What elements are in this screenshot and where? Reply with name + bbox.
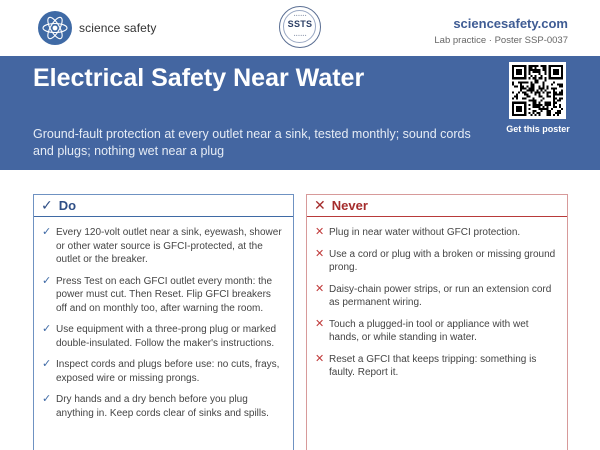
never-item [315,226,557,240]
check-icon: ✓ [42,226,52,238]
check-icon: ✓ [42,358,52,370]
check-icon: ✓ [41,197,53,213]
check-icon: ✓ [42,323,52,335]
check-icon: ✓ [42,274,52,287]
atom-icon [38,11,72,45]
never-item [315,248,557,275]
never-item [315,318,557,345]
do-item [42,393,283,420]
seal-ring-text-top: ● ● ● ● ● ● [293,14,307,17]
do-item [42,323,283,350]
never-panel [306,194,568,450]
x-icon: ✕ [315,247,325,260]
x-icon: ✕ [315,282,325,295]
do-item [42,358,283,385]
qr-caption[interactable]: Get this poster [506,124,570,134]
never-item-text: Reset a GFCI that keeps tripping: something is faulty. Report it. [329,353,537,378]
brand-name: science safety [79,21,157,35]
do-panel [33,194,294,450]
never-item-text: Plug in near water without GFCI protection. [329,227,521,238]
x-icon: ✕ [315,226,325,238]
x-icon: ✕ [315,352,325,365]
do-item [42,275,283,316]
do-item-text: Press Test on each GFCI outlet every month: the power must cut. Then Reset. Flip GFCI breakers off and on monthly too, after warning the room. [56,275,273,314]
site-link[interactable]: sciencesafety.com [453,16,568,31]
do-item-text: Inspect cords and plugs before use: no cuts, frays, exposed wire or missing prongs. [56,359,280,384]
do-list [34,217,293,420]
brand[interactable] [38,11,156,45]
do-item [42,226,283,267]
x-icon: ✕ [314,197,326,213]
seal-text: SSTS [287,19,313,29]
never-item-text: Daisy-chain power strips, or run an extension cord as permanent wiring. [329,283,552,308]
ssts-seal [279,6,321,48]
never-item [315,353,557,380]
page-subtitle: Ground-fault protection at every outlet near a sink, tested monthly; sound cords and plugs; nothing wet near a plug [33,127,471,158]
never-item-text: Use a cord or plug with a broken or missing ground prong. [329,248,556,273]
title-banner [0,56,600,170]
x-icon: ✕ [315,317,325,330]
do-item-text: Dry hands and a dry bench before you plug anything in. Keep cords clear of sinks and spills. [56,394,269,419]
do-item-text: Use equipment with a three-prong plug or marked double-insulated. Follow the maker's instructions. [56,324,277,349]
poster-meta: Lab practice · Poster SSP-0037 [434,35,568,46]
do-heading [34,195,293,217]
check-icon: ✓ [42,393,52,405]
qr-code-icon[interactable] [509,62,566,119]
never-list [307,217,567,380]
seal-ring-text-bottom: ● ● ● ● ● ● [293,34,307,37]
never-item-text: Touch a plugged-in tool or appliance with wet hands, or while standing in water. [329,318,529,343]
do-heading-label: Do [58,198,77,213]
never-heading [307,195,567,217]
do-item-text: Every 120-volt outlet near a sink, eyewash, shower or other water source is GFCI-protected, at the outlet or the breaker. [56,227,282,265]
never-item [315,283,557,310]
page-title: Electrical Safety Near Water [33,64,365,92]
never-heading-label: Never [331,198,368,213]
page-header [0,0,600,56]
